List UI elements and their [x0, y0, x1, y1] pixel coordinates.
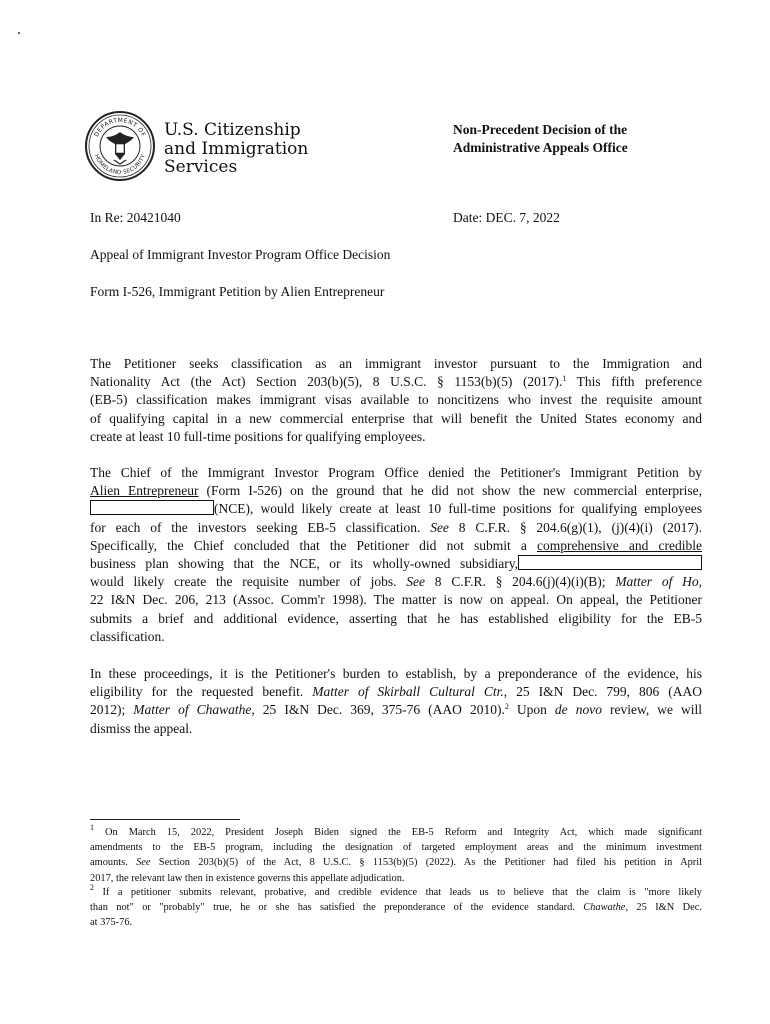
p1-line-3: (EB-5) classification makes immigrant visas available to noncitizens who invest the requisite amount	[90, 392, 702, 408]
form-title: Form I-526, Immigrant Petition by Alien Entrepreneur	[90, 284, 385, 299]
p2-line-3: (NCE), would likely create at least 10 full-time positions for qualifying employees	[90, 500, 702, 518]
decision-type	[453, 121, 628, 157]
p3-line-3: 2012); Matter of Chawathe, 25 I&N Dec. 369, 375-76 (AAO 2010).$^2$ Upon de novo review, we will	[90, 702, 703, 718]
fn1-line-2: amendments to the EB-5 program, including the designation of targeted employment areas and the minimum investment	[90, 842, 702, 854]
fn1-line-4: 2017, the relevant law then in existence governs this appellate adjudication.	[90, 872, 405, 884]
footnote-ref-1: 1	[562, 374, 567, 384]
p2-line-5: Specifically, the Chief concluded that the Petitioner did not submit a comprehensive and credible	[90, 537, 702, 553]
case-number: In Re: 20421040	[90, 210, 181, 225]
paragraph-2	[90, 464, 702, 646]
paragraph-3	[90, 665, 702, 738]
p1-line-4: of qualifying capital in a new commercial enterprise that will benefit the United States economy and	[90, 410, 702, 426]
p2-line-10: classification.	[90, 628, 165, 644]
scan-speck	[18, 32, 20, 34]
p2-line-2: Alien Entrepreneur (Form I-526) on the ground that he did not show the new commercial enterprise,	[90, 483, 703, 499]
seal-bottom-text: HOMELAND SECURITY	[93, 153, 147, 177]
p3-line-1: In these proceedings, it is the Petitioner's burden to establish, by a preponderance of the evidence, his	[90, 666, 702, 681]
p1-line-5: create at least 10 full-time positions for qualifying employees.	[90, 428, 426, 444]
p2-line-4: for each of the investors seeking EB-5 classification. See 8 C.F.R. § 204.6(g)(1), (j)(4)(i) (2017).	[90, 519, 702, 535]
footnote-ref-2: 2	[504, 702, 509, 712]
decision-line-2: Administrative Appeals Office	[453, 140, 628, 155]
seal-top-text: DEPARTMENT OF	[93, 116, 147, 139]
footnote-1	[90, 825, 702, 886]
p2-line-8: 22 I&N Dec. 206, 213 (Assoc. Comm'r 1998). The matter is now on appeal. On appeal, the Petitioner	[90, 592, 702, 608]
p2-line-9: submits a brief and additional evidence, asserting that he has established eligibility for the EB-5	[90, 610, 702, 626]
agency-line-3: Services	[164, 157, 238, 177]
decision-line-1: Non-Precedent Decision of the	[453, 122, 628, 137]
decision-date: Date: DEC. 7, 2022	[453, 210, 560, 225]
fn2-line-3: at 375-76.	[90, 917, 133, 929]
fn1-line-1: $^1$ On March 15, 2022, President Joseph Biden signed the EB-5 Reform and Integrity Act, which made significant	[90, 823, 702, 838]
redaction-box	[518, 555, 702, 570]
footnote-2	[90, 885, 702, 931]
fn1-line-3: amounts. See Section 203(b)(5) of the Act, 8 U.S.C. § 1153(b)(5) (2022). As the Petitioner had filed his petition in April	[90, 857, 702, 869]
agency-line-1: U.S. Citizenship	[164, 120, 301, 140]
footnote-divider	[90, 819, 240, 820]
redaction-box	[90, 500, 214, 515]
p2-line-1: The Chief of the Immigrant Investor Program Office denied the Petitioner's Immigrant Petition by	[90, 465, 702, 480]
p3-line-4: dismiss the appeal.	[90, 720, 193, 736]
p3-line-2: eligibility for the requested benefit. Matter of Skirball Cultural Ctr., 25 I&N Dec. 799, 806 (AAO	[90, 684, 702, 700]
p1-line-2: Nationality Act (the Act) Section 203(b)(5), 8 U.S.C. § 1153(b)(5) (2017).$^1$ This fifth preference	[90, 374, 702, 390]
p1-line-1: The Petitioner seeks classification as an immigrant investor pursuant to the Immigration and	[90, 356, 702, 371]
agency-name	[164, 121, 308, 177]
agency-line-2: and Immigration	[164, 138, 309, 159]
fn2-line-1: $^2$ If a petitioner submits relevant, probative, and credible evidence that leads us to believe that the claim is "more likely	[90, 883, 702, 898]
paragraph-1	[90, 355, 702, 446]
p2-line-6: business plan showing that the NCE, or its wholly-owned subsidiary,	[90, 555, 702, 573]
appeal-title: Appeal of Immigrant Investor Program Office Decision	[90, 247, 391, 262]
dhs-seal-icon	[84, 110, 156, 182]
p2-line-7: would likely create the requisite number of jobs. See 8 C.F.R. § 204.6(j)(4)(i)(B); Matter of Ho,	[90, 574, 702, 590]
fn2-line-2: than not" or "probably" true, he or she has satisfied the preponderance of the evidence standard. Chawathe, 25 I&N Dec.	[90, 902, 702, 914]
